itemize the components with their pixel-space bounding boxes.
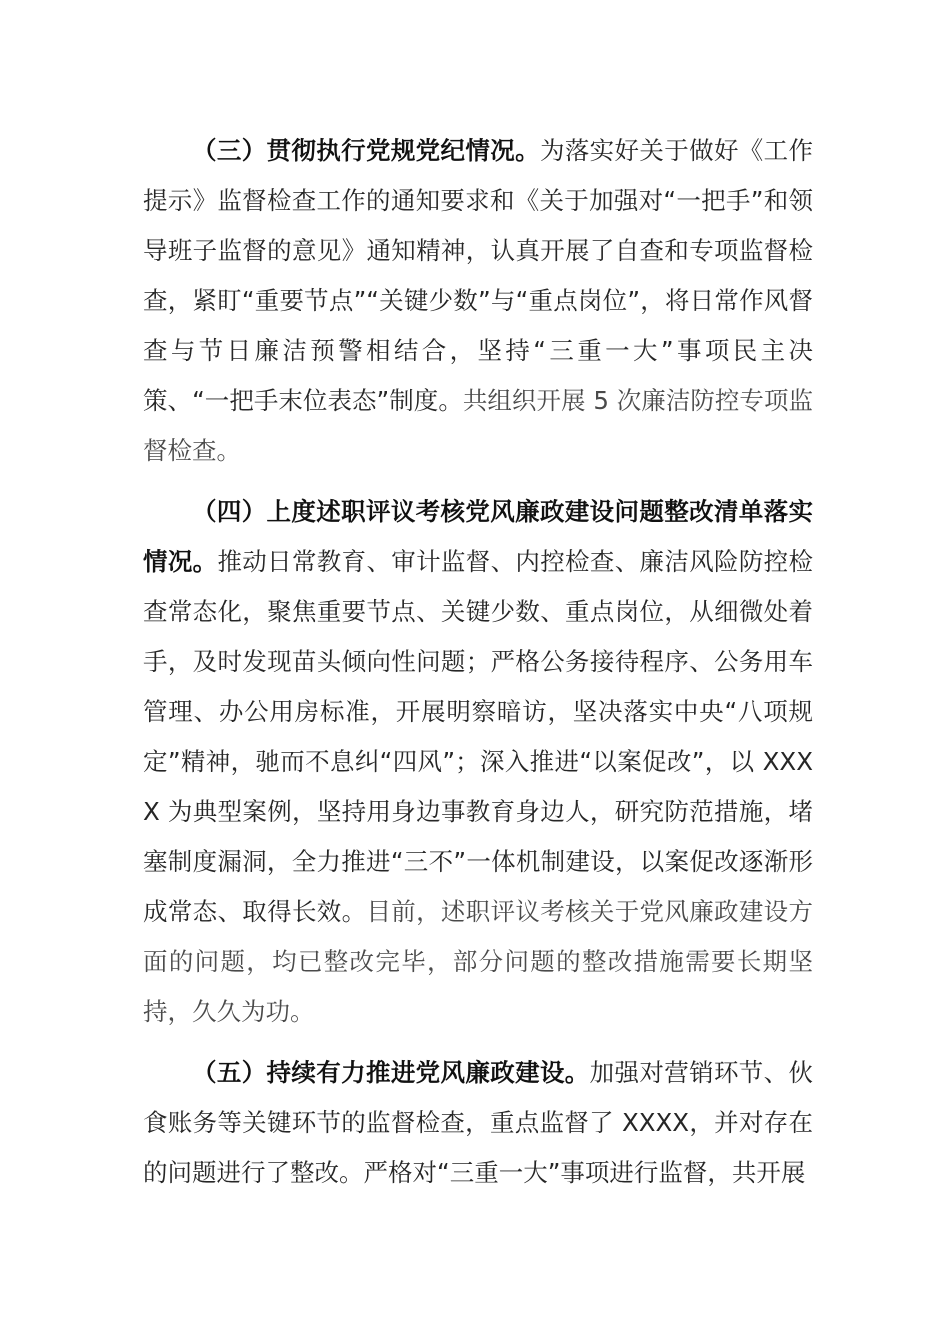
paragraph-integrity-building [143,1048,813,1198]
paragraph-party-discipline [143,126,813,476]
paragraph-body: 为落实好关于做好《工作提示》监督检查工作的通知要求和《关于加强对“一把手”和领导班子监督的意见》通知精神，认真开展了自查和专项监督检查，紧盯“重要节点”“关键少数”与“重点岗位”，将日常作风督查与节日廉洁预警相结合，坚持“三重一大”事项民主决策、“一把手末位表态”制度。 [143,136,814,415]
paragraph-summary: 目前，述职评议考核关于党风廉政建设方面的问题，均已整改完毕，部分问题的整改措施需要长期坚持，久久为功。 [143,897,814,1026]
paragraph-body: 加强对营销环节、伙食账务等关键环节的监督检查，重点监督了 XXXX，并对存在的问题进行了整改。严格对“三重一大”事项进行监督，共开展 [143,1058,814,1187]
paragraph-rectification [143,487,813,1037]
paragraph-heading: （三）贯彻执行党规党纪情况。 [192,136,540,165]
document-body [143,126,813,1198]
paragraph-summary: 共组织开展 5 次廉洁防控专项监督检查。 [143,386,813,465]
paragraph-heading: （五）持续有力推进党风廉政建设。 [192,1058,590,1087]
paragraph-body: 推动日常教育、审计监督、内控检查、廉洁风险防控检查常态化，聚焦重要节点、关键少数、重点岗位，从细微处着手，及时发现苗头倾向性问题；严格公务接待程序、公务用车管理、办公用房标准，开展明察暗访，坚决落实中央“八项规定”精神，驰而不息纠“四风”；深入推进“以案促改”，以 XXXX 为典型案例，坚持用身边事教育身边人，研究防范措施，堵塞制度漏洞，全力推进“三不”一体机制建设，以案促改逐渐形成常态、取得长效。 [143,547,814,926]
paragraph-heading: （四）上度述职评议考核党风廉政建设问题整改清单落实情况。 [143,497,813,576]
